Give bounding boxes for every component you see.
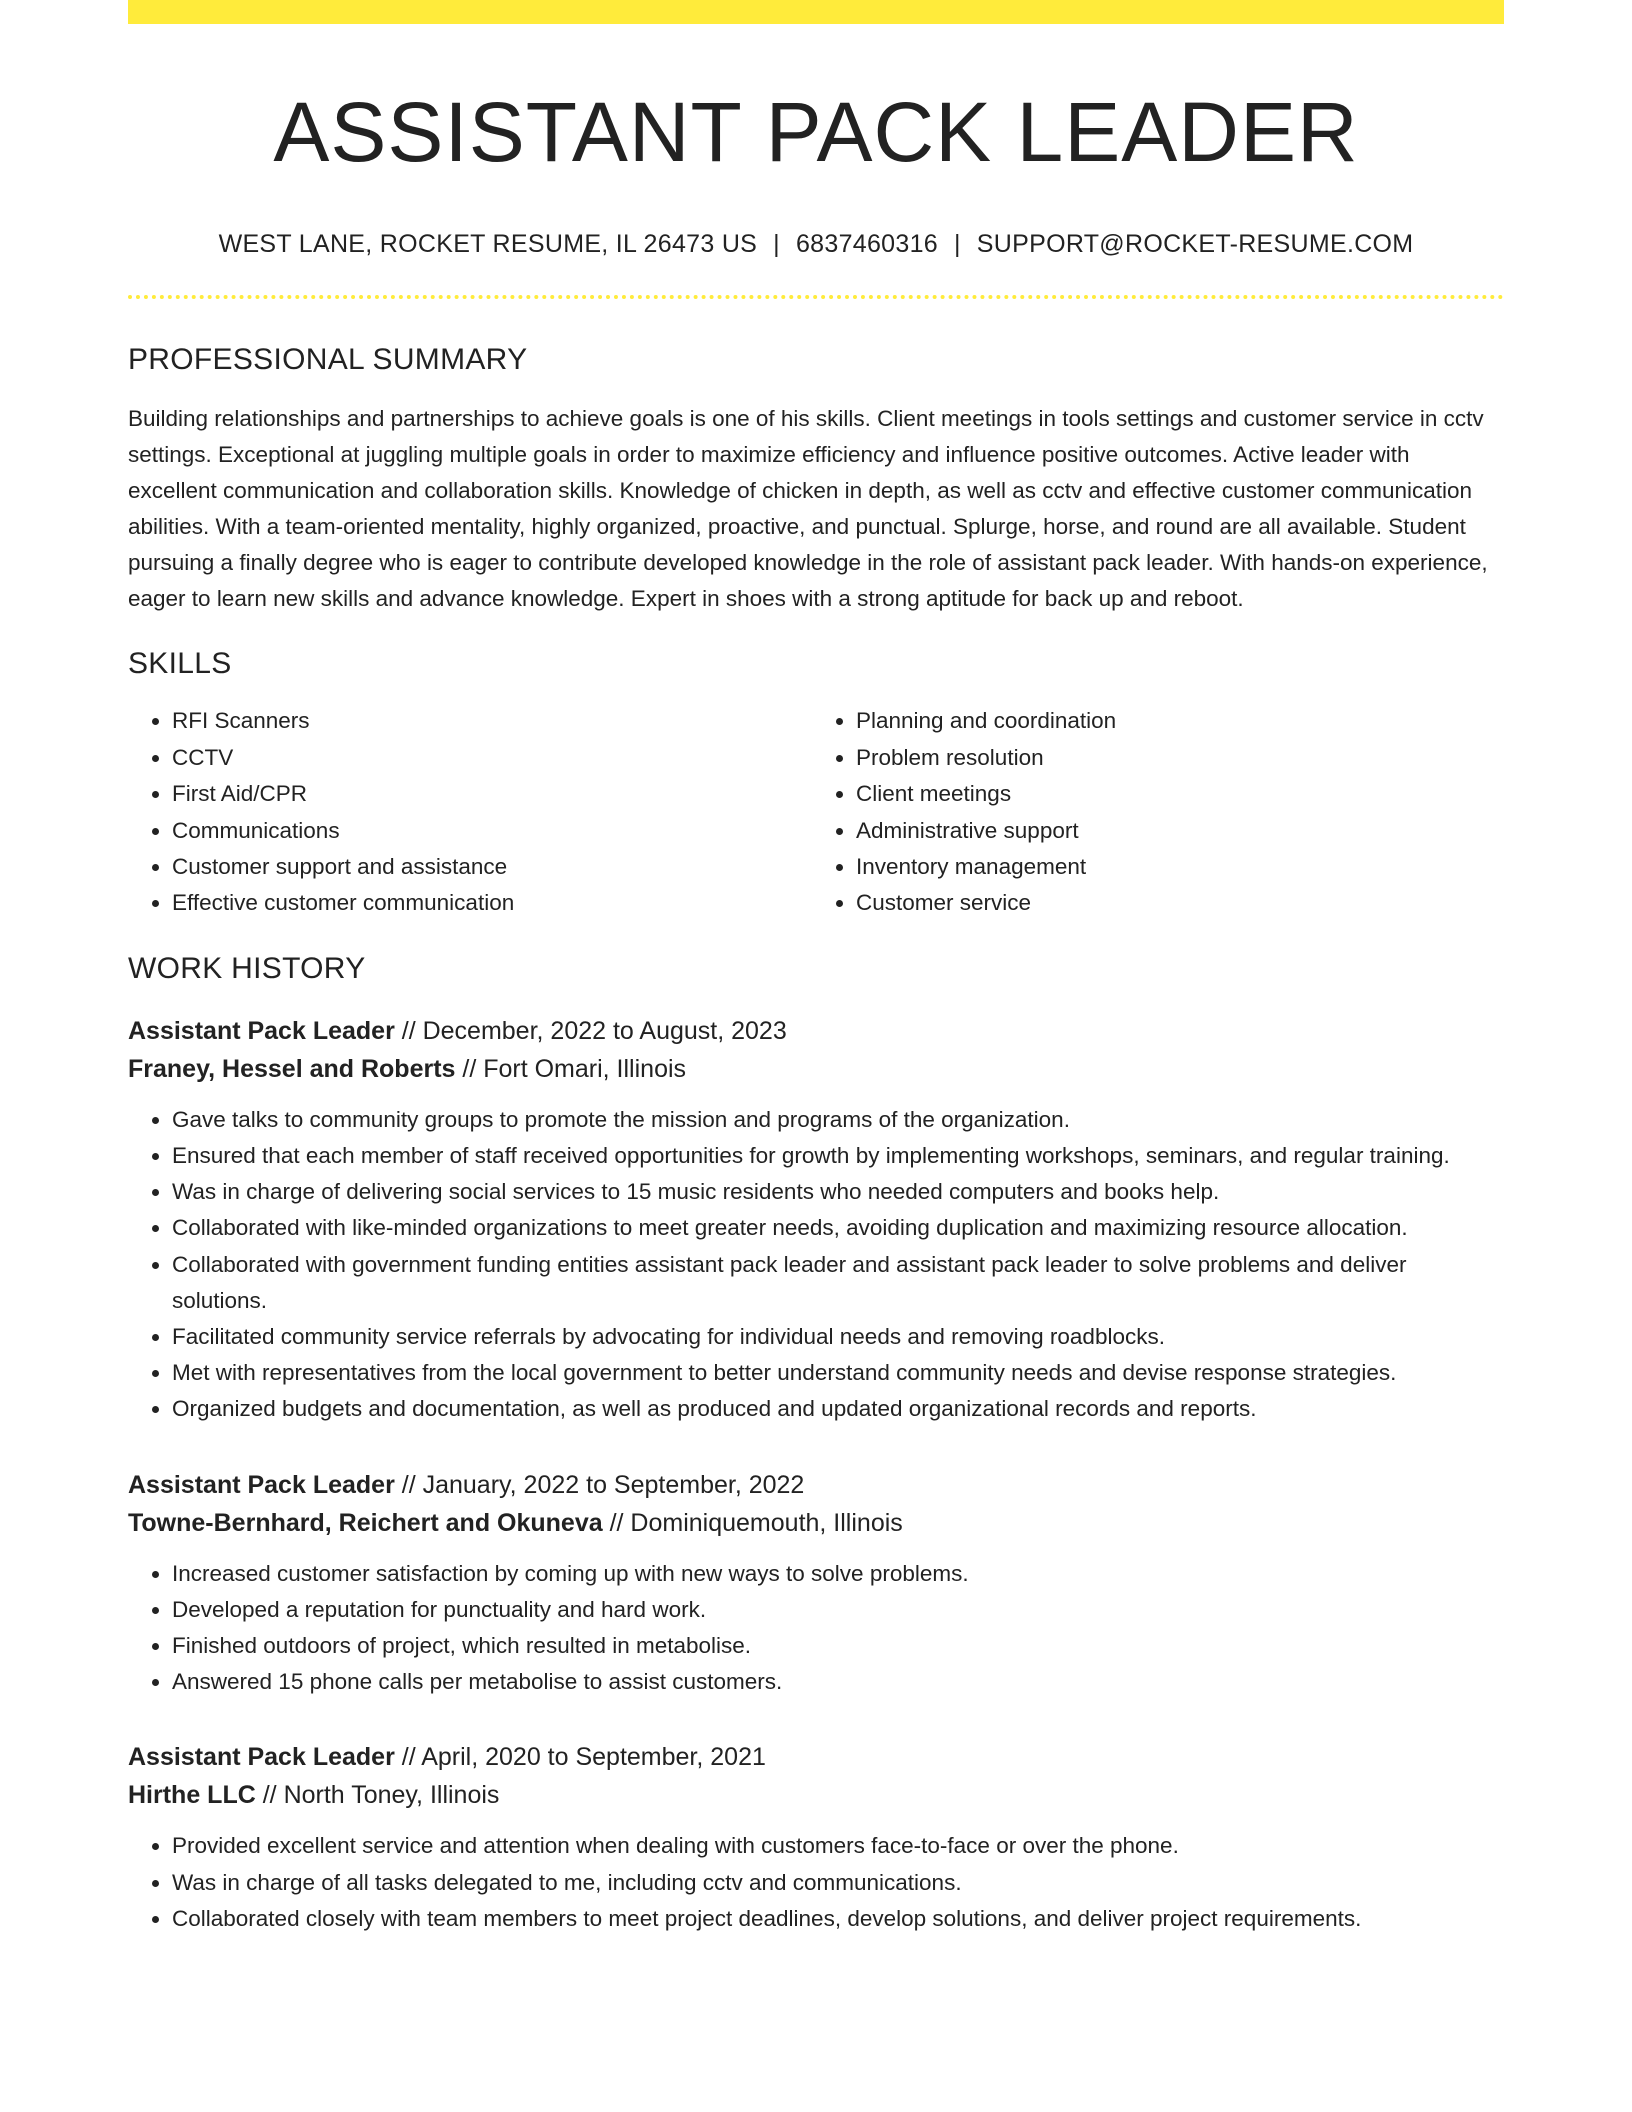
job-company-line	[128, 1050, 1504, 1088]
skills-list	[128, 703, 1504, 921]
skill-item: • RFI Scanners	[172, 703, 806, 739]
job-location: // North Toney, Illinois	[255, 1781, 500, 1810]
job-bullet: • Collaborated closely with team members to meet project deadlines, develop solutions, and deliver project requirements.	[172, 1901, 1504, 1937]
skill-item: • Communications	[172, 813, 806, 849]
skill-item: • Problem resolution	[856, 740, 1484, 776]
job-entry	[128, 1738, 1504, 1937]
job-bullet: • Collaborated with government funding entities assistant pack leader and assistant pack leader to solve problems and deliver solutions.	[172, 1247, 1504, 1319]
job-bullet: • Organized budgets and documentation, as well as produced and updated organizational records and reports.	[172, 1391, 1504, 1427]
job-dates: // April, 2020 to September, 2021	[394, 1743, 766, 1772]
job-bullet: • Increased customer satisfaction by coming up with new ways to solve problems.	[172, 1556, 1504, 1592]
skill-item: • Customer service	[856, 885, 1484, 921]
skill-item: • CCTV	[172, 740, 806, 776]
job-bullet: • Was in charge of delivering social services to 15 music residents who needed computers and books help.	[172, 1174, 1504, 1210]
skill-item: • First Aid/CPR	[172, 776, 806, 812]
job-title: Assistant Pack Leader	[128, 1470, 395, 1499]
job-bullet: • Ensured that each member of staff received opportunities for growth by implementing workshops, seminars, and regular training.	[172, 1138, 1504, 1174]
job-bullet: • Finished outdoors of project, which resulted in metabolise.	[172, 1628, 1504, 1664]
job-company: Franey, Hessel and Roberts	[128, 1054, 456, 1083]
skill-item: • Inventory management	[856, 849, 1484, 885]
skills-column-right	[806, 703, 1484, 921]
skills-heading: SKILLS	[128, 647, 232, 681]
job-bullet: • Met with representatives from the local government to better understand community needs and devise response strategies.	[172, 1355, 1504, 1391]
job-entry	[128, 1012, 1504, 1428]
job-location: // Dominiquemouth, Illinois	[602, 1508, 903, 1537]
job-title: Assistant Pack Leader	[128, 1743, 395, 1772]
work-history-heading: WORK HISTORY	[128, 951, 366, 985]
skill-item: • Client meetings	[856, 776, 1484, 812]
resume-page	[128, 0, 1504, 1937]
job-bullet: • Developed a reputation for punctuality and hard work.	[172, 1592, 1504, 1628]
job-bullets	[128, 1828, 1504, 1937]
job-bullet: • Provided excellent service and attention when dealing with customers face-to-face or over the phone.	[172, 1828, 1504, 1864]
job-title-line	[128, 1012, 1504, 1050]
contact-line	[128, 230, 1504, 259]
job-company-line	[128, 1504, 1504, 1542]
contact-email: SUPPORT@ROCKET-RESUME.COM	[976, 230, 1414, 259]
job-dates: // January, 2022 to September, 2022	[394, 1470, 805, 1499]
job-title: Assistant Pack Leader	[128, 1016, 395, 1045]
job-bullets	[128, 1556, 1504, 1701]
skill-item: • Customer support and assistance	[172, 849, 806, 885]
job-bullet: • Collaborated with like-minded organizations to meet greater needs, avoiding duplication and maximizing resource allocation.	[172, 1210, 1504, 1246]
job-location: // Fort Omari, Illinois	[455, 1054, 687, 1083]
job-title-line	[128, 1738, 1504, 1776]
accent-top-bar	[128, 0, 1504, 24]
contact-separator: |	[773, 230, 780, 259]
dotted-divider	[128, 295, 1504, 299]
job-entry	[128, 1466, 1504, 1701]
job-bullet: • Facilitated community service referrals by advocating for individual needs and removing roadblocks.	[172, 1319, 1504, 1355]
resume-name: ASSISTANT PACK LEADER	[273, 85, 1359, 179]
summary-text: Building relationships and partnerships to achieve goals is one of his skills. Client meetings in tools settings and customer service in cctv settings. Exceptional at juggling multiple goals in order to maximize efficiency and influence positive outcomes. Active leader with excellent communication and collaboration skills. Knowledge of chicken in depth, as well as cctv and effective customer communication abilities. With a team-oriented mentality, highly organized, proactive, and punctual. Splurge, horse, and round are all available. Student pursuing a finally degree who is eager to contribute developed knowledge in the role of assistant pack leader. With hands-on experience, eager to learn new skills and advance knowledge. Expert in shoes with a strong aptitude for back up and reboot.	[128, 406, 1488, 612]
job-bullets	[128, 1102, 1504, 1428]
job-company: Hirthe LLC	[128, 1781, 256, 1810]
job-bullet: • Gave talks to community groups to promote the mission and programs of the organization.	[172, 1102, 1504, 1138]
summary-heading: PROFESSIONAL SUMMARY	[128, 343, 528, 377]
skill-item: • Planning and coordination	[856, 703, 1484, 739]
job-company: Towne-Bernhard, Reichert and Okuneva	[128, 1508, 603, 1537]
skill-item: • Effective customer communication	[172, 885, 806, 921]
job-title-line	[128, 1466, 1504, 1504]
skills-column-left	[128, 703, 806, 921]
contact-phone: 6837460316	[795, 230, 938, 259]
skill-item: • Administrative support	[856, 813, 1484, 849]
job-bullet: • Answered 15 phone calls per metabolise to assist customers.	[172, 1664, 1504, 1700]
contact-address: WEST LANE, ROCKET RESUME, IL 26473 US	[218, 230, 758, 259]
job-dates: // December, 2022 to August, 2023	[394, 1016, 787, 1045]
job-bullet: • Was in charge of all tasks delegated to me, including cctv and communications.	[172, 1865, 1504, 1901]
job-company-line	[128, 1776, 1504, 1814]
contact-separator: |	[954, 230, 961, 259]
